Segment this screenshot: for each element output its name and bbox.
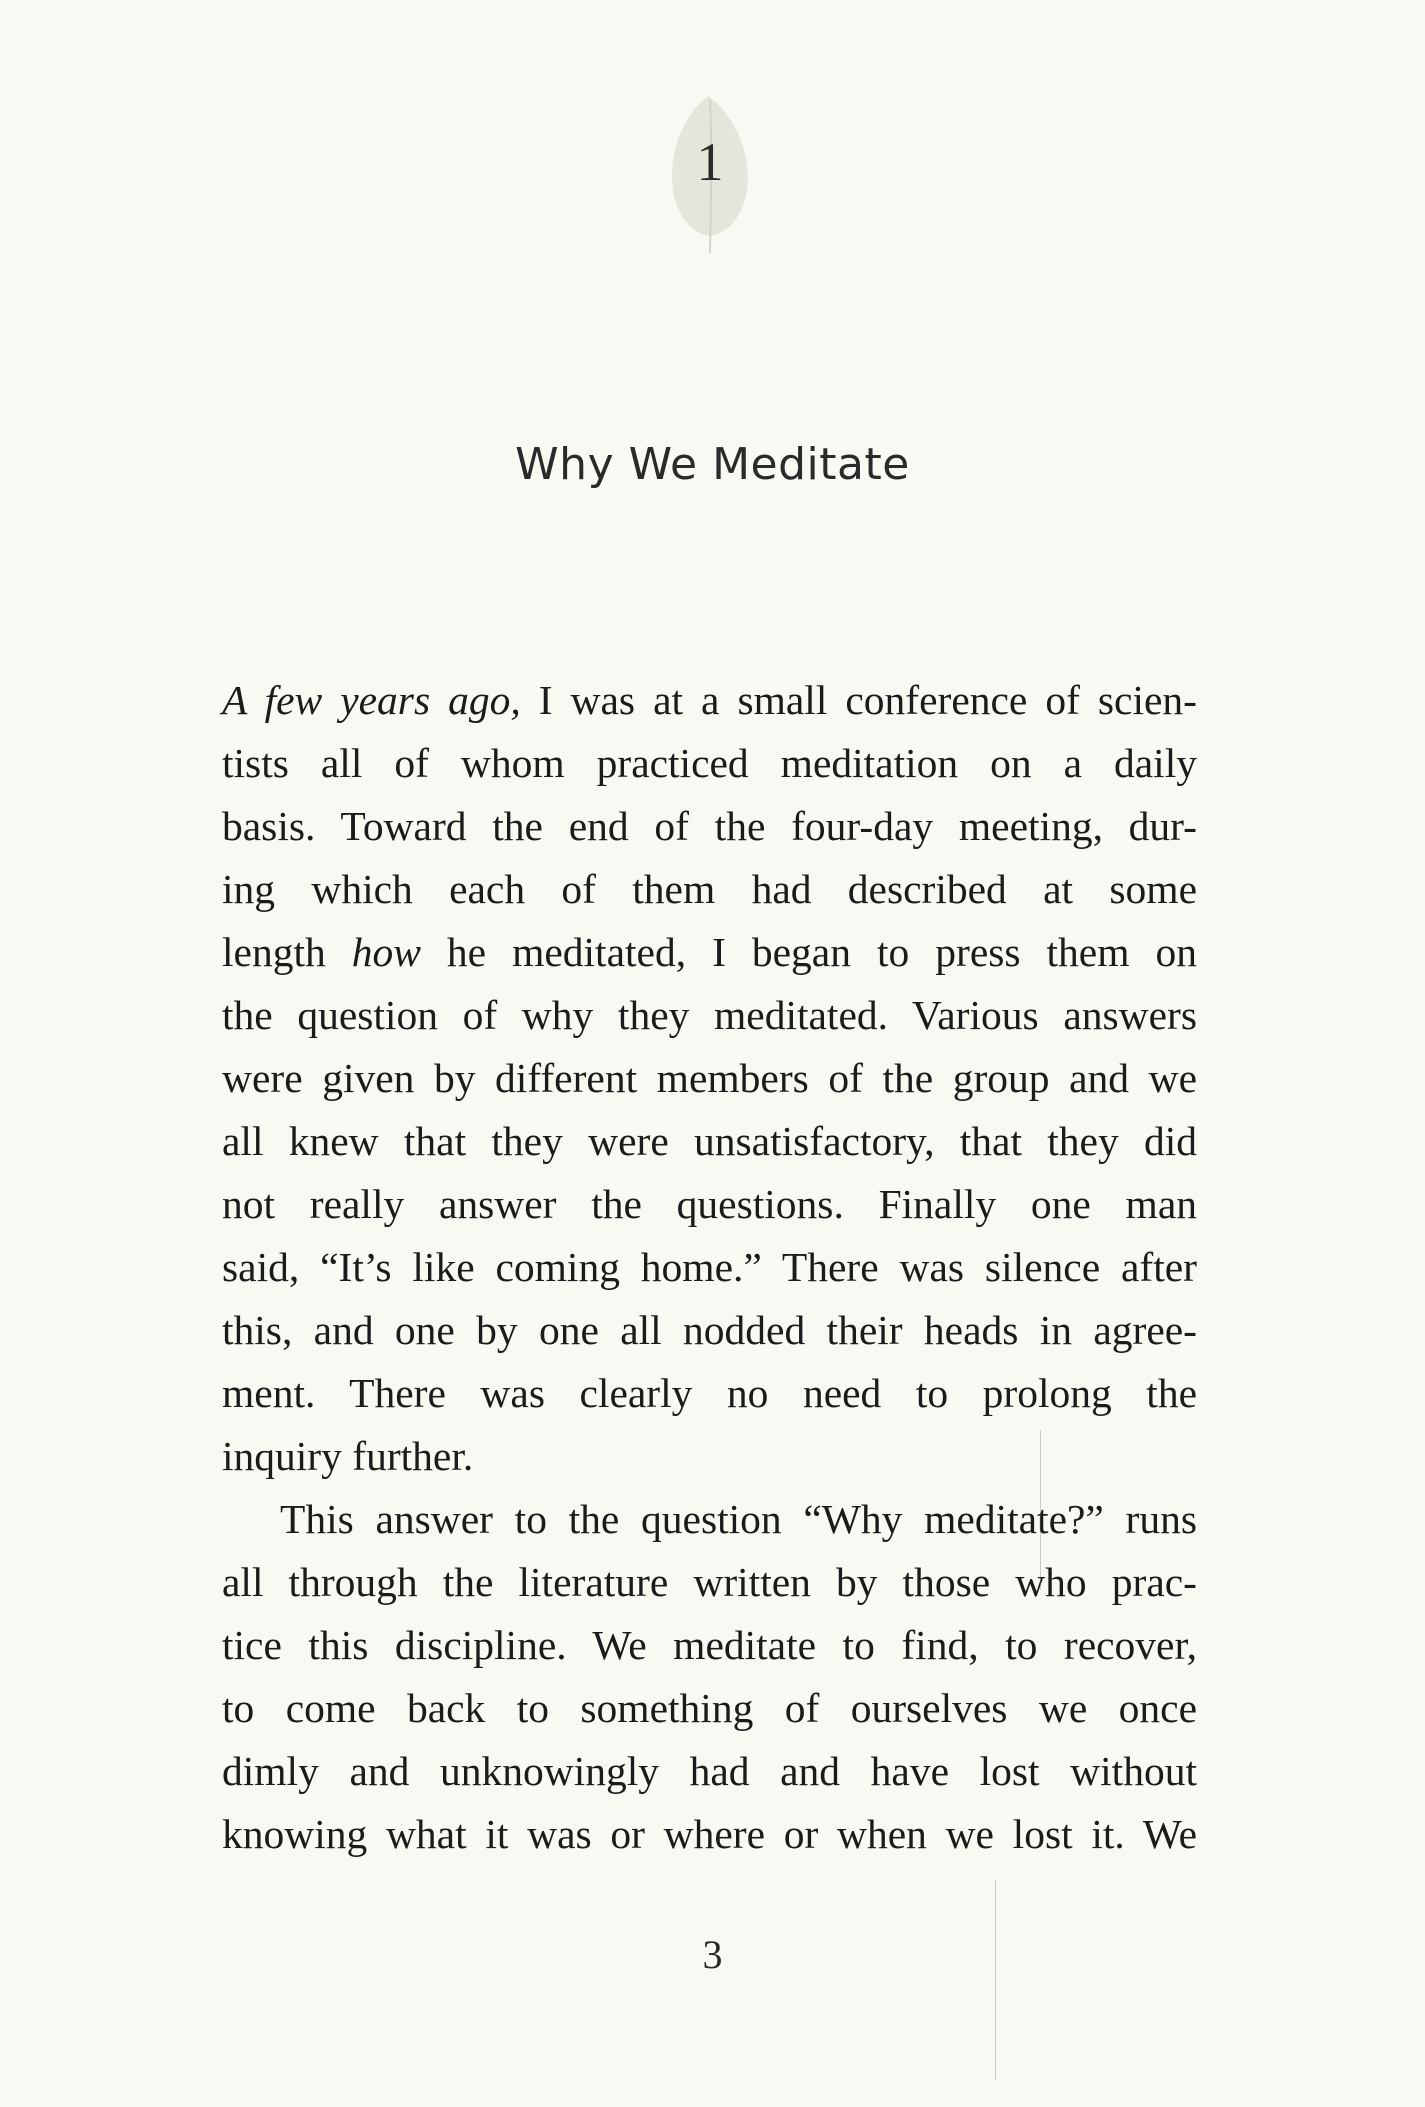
text-line <box>222 1551 1197 1614</box>
text-line <box>222 669 1197 732</box>
text-run: length <box>222 929 352 975</box>
chapter-ornament <box>650 88 770 258</box>
text-line <box>222 1047 1197 1110</box>
scan-artifact <box>1040 1430 1041 1590</box>
italic-text: A few years ago, <box>222 677 521 723</box>
text-line <box>222 921 1197 984</box>
text-run: to come back to something of ourselves we once <box>222 1685 1197 1731</box>
text-line <box>222 1299 1197 1362</box>
text-run: said, “It’s like coming home.” There was silence after <box>222 1244 1197 1290</box>
text-line <box>222 1488 1197 1551</box>
body-text <box>222 669 1197 1866</box>
scan-artifact <box>995 1880 996 2080</box>
text-line <box>222 1425 1197 1488</box>
text-run: This answer to the question “Why meditate?” runs <box>280 1496 1197 1542</box>
text-line <box>222 732 1197 795</box>
text-run: basis. Toward the end of the four-day meeting, dur- <box>222 803 1197 849</box>
text-run: this, and one by one all nodded their heads in agree- <box>222 1307 1197 1353</box>
page-number: 3 <box>702 1932 723 1977</box>
text-run: he meditated, I began to press them on <box>420 929 1197 975</box>
text-line <box>222 1677 1197 1740</box>
text-line <box>222 1173 1197 1236</box>
text-line <box>222 1236 1197 1299</box>
text-run: ing which each of them had described at some <box>222 866 1197 912</box>
chapter-number: 1 <box>696 132 724 192</box>
chapter-title: Why We Meditate <box>515 439 910 490</box>
text-line <box>222 1362 1197 1425</box>
text-run: the question of why they meditated. Various answers <box>222 992 1197 1038</box>
text-line <box>222 1740 1197 1803</box>
text-run: were given by different members of the group and we <box>222 1055 1197 1101</box>
text-run: knowing what it was or where or when we lost it. We <box>222 1811 1197 1857</box>
text-run: not really answer the questions. Finally one man <box>222 1181 1197 1227</box>
text-run: all through the literature written by those who prac- <box>222 1559 1197 1605</box>
text-run: I was at a small conference of scien- <box>520 677 1197 723</box>
text-line <box>222 1803 1197 1866</box>
text-run: all knew that they were unsatisfactory, that they did <box>222 1118 1197 1164</box>
text-run: tice this discipline. We meditate to find, to recover, <box>222 1622 1197 1668</box>
italic-text: how <box>351 929 421 975</box>
text-run: inquiry further. <box>222 1433 474 1479</box>
text-line <box>222 795 1197 858</box>
text-line <box>222 1614 1197 1677</box>
text-line <box>222 984 1197 1047</box>
text-run: tists all of whom practiced meditation on a daily <box>222 740 1197 786</box>
text-line <box>222 858 1197 921</box>
text-run: ment. There was clearly no need to prolong the <box>222 1370 1197 1416</box>
text-run: dimly and unknowingly had and have lost without <box>222 1748 1197 1794</box>
text-line <box>222 1110 1197 1173</box>
